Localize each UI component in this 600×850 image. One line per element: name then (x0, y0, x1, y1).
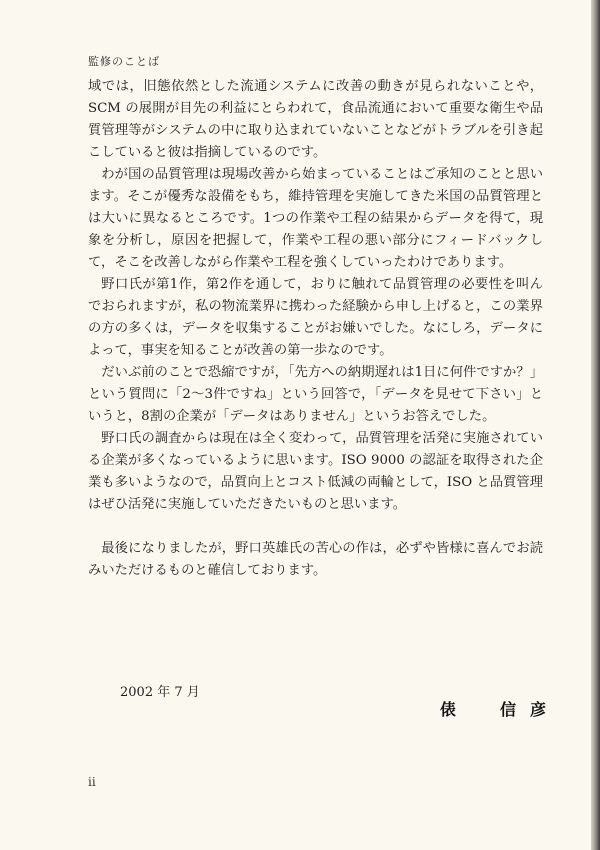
section-header: 監修のことば (88, 55, 160, 68)
closing-date: 2002 年 7 月 (120, 685, 200, 700)
paragraph-2: わが国の品質管理は現場改善から始まっていることはご承知のことと思います。そこが優秀な設備をもち，維持管理を実施してきた米国の品質管理とは大いに異なるところです。1つの作業や工程の結果からデータを得て，現象を分析し，原因を把握して，作業や工程の悪い部分にフィードバックして，そこを改善しながら作業や工程を強くしていったわけであります。 (88, 167, 543, 270)
paragraph-4: だいぶ前のことで恐縮ですが，「先方への納期遅れは1日に何件ですか？」という質問に「2〜3件ですね」という回答で，「データを見せて下さい」というと，8割の企業が「データはありません」というお答えでした。 (88, 365, 543, 424)
page-number: ii (88, 775, 96, 789)
body-text (88, 76, 543, 582)
paragraph-6: 最後になりましたが，野口英雄氏の苦心の作は，必ずや皆様に喜んでお読みいただけるものと確信しております。 (88, 541, 543, 578)
paragraph-5: 野口氏の調査からは現在は全く変わって，品質管理を活発に実施されている企業が多くなっているように思います。ISO 9000 の認証を取得された企業も多いようなので，品質向上とコスト低減の両輪として，ISO と品質管理はぜひ活発に実施していただきたいものと思います。 (88, 431, 543, 512)
page-edge-shadow (591, 0, 600, 850)
paragraph-3: 野口氏が第1作，第2作を通して，おりに触れて品質管理の必要性を叫んでおられますが，私の物流業界に携わった経験から申し上げると，この業界の方の多くは，データを収集することがお嫌いでした。なにしろ，データによって，事実を知ることが改善の第一歩なのです。 (88, 277, 543, 358)
author-signature: 俵 信彦 (440, 700, 561, 719)
paragraph-1: 域では，旧態依然とした流通システムに改善の動きが見られないことや，SCM の展開が目先の利益にとらわれて，食品流通において重要な衛生や品質管理等がシステムの中に取り込まれていないことなどがトラブルを引き起こしていると彼は指摘しているのです。 (88, 79, 543, 160)
